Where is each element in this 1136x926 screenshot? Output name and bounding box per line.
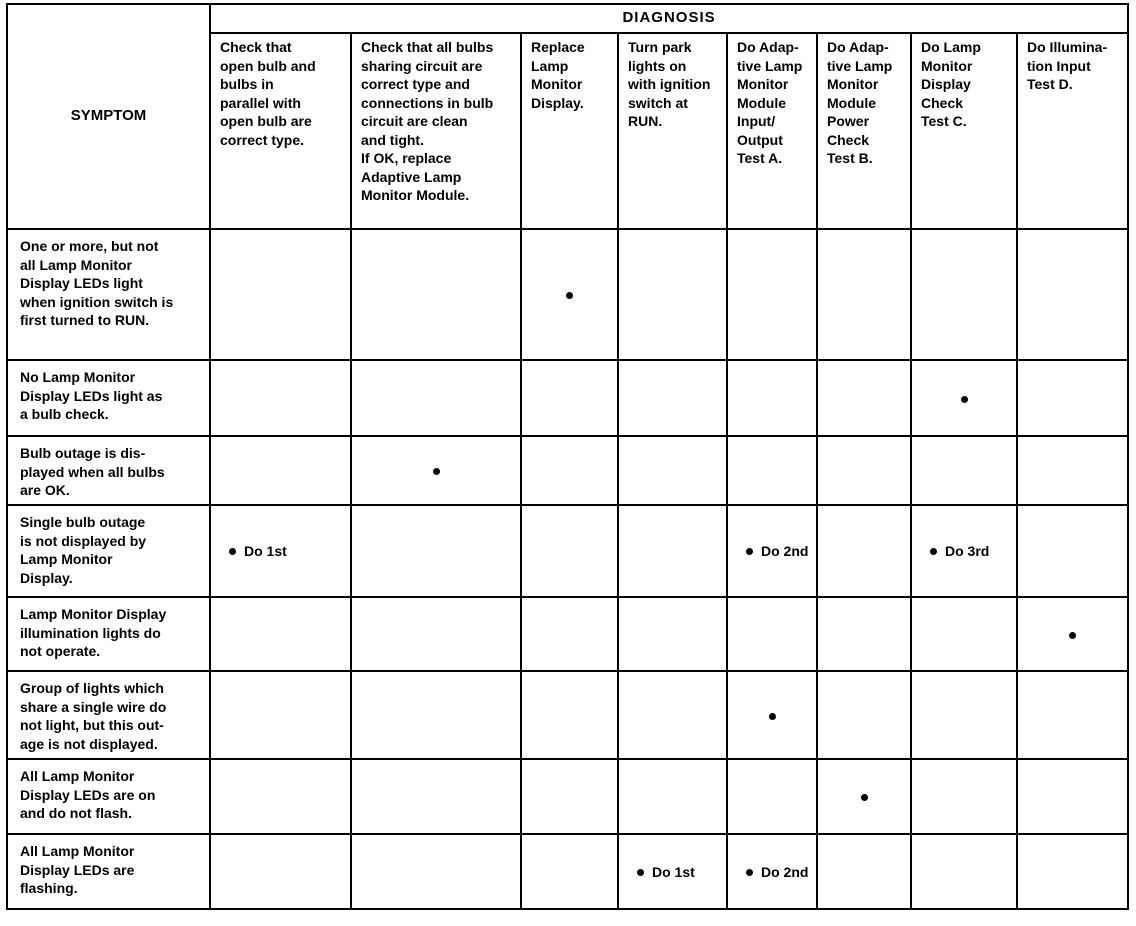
check-dot-icon	[637, 869, 644, 876]
diagnosis-cell	[817, 505, 911, 597]
diagnosis-column-5: Do Adap- tive Lamp Monitor Module Input/ Output Test A.	[727, 33, 817, 229]
diagnosis-header: DIAGNOSIS	[210, 4, 1128, 33]
diagnosis-cell	[521, 759, 618, 834]
diagnosis-cell	[911, 597, 1017, 671]
diagnosis-cell	[521, 834, 618, 909]
check-dot-icon	[746, 548, 753, 555]
symptom-cell: Group of lights which share a single wire do not light, but this out- age is not displayed.	[7, 671, 210, 759]
step-order-label: Do 1st	[652, 863, 695, 880]
symptom-row	[7, 834, 1128, 909]
diagnosis-cell	[210, 229, 351, 360]
diagnosis-cell	[1017, 671, 1128, 759]
diagnosis-cell	[911, 759, 1017, 834]
symptom-row	[7, 671, 1128, 759]
symptom-row	[7, 505, 1128, 597]
diagnosis-cell	[351, 229, 521, 360]
diagnosis-cell	[210, 671, 351, 759]
check-dot-icon	[746, 869, 753, 876]
diagnosis-cell	[618, 436, 727, 505]
diagnosis-cell	[817, 597, 911, 671]
diagnosis-cell	[351, 505, 521, 597]
diagnosis-cell	[727, 505, 817, 597]
diagnosis-column-1: Check that open bulb and bulbs in parallel with open bulb are correct type.	[210, 33, 351, 229]
diagnosis-cell	[210, 360, 351, 436]
diagnosis-cell	[521, 360, 618, 436]
check-dot-icon	[961, 396, 968, 403]
diagnosis-cell	[1017, 597, 1128, 671]
diagnosis-cell	[1017, 759, 1128, 834]
diagnosis-cell	[817, 229, 911, 360]
diagnosis-cell	[351, 597, 521, 671]
diagnosis-cell	[727, 759, 817, 834]
diagnosis-cell	[1017, 834, 1128, 909]
check-dot-icon	[769, 713, 776, 720]
diagnosis-cell	[521, 671, 618, 759]
diagnosis-cell	[727, 597, 817, 671]
check-dot-icon	[930, 548, 937, 555]
check-dot-icon	[861, 794, 868, 801]
diagnosis-cell	[911, 834, 1017, 909]
symptom-cell: One or more, but not all Lamp Monitor Display LEDs light when ignition switch is first turned to RUN.	[7, 229, 210, 360]
diagnosis-cell	[351, 759, 521, 834]
diagnosis-cell	[618, 834, 727, 909]
step-order-label: Do 2nd	[761, 863, 809, 880]
symptom-row	[7, 597, 1128, 671]
diagnosis-table	[6, 3, 1129, 910]
diagnosis-cell	[727, 436, 817, 505]
diagnosis-cell	[521, 229, 618, 360]
diagnosis-cell	[210, 597, 351, 671]
diagnosis-cell	[817, 671, 911, 759]
diagnosis-cell	[727, 229, 817, 360]
diagnosis-cell	[618, 360, 727, 436]
check-dot-icon	[566, 292, 573, 299]
diagnosis-cell	[1017, 360, 1128, 436]
check-dot-icon	[1069, 632, 1076, 639]
diagnosis-cell	[521, 597, 618, 671]
diagnosis-cell	[911, 360, 1017, 436]
diagnosis-cell	[618, 229, 727, 360]
symptom-row	[7, 436, 1128, 505]
diagnosis-cell	[817, 436, 911, 505]
symptom-cell: Single bulb outage is not displayed by Lamp Monitor Display.	[7, 505, 210, 597]
symptom-header: SYMPTOM	[7, 4, 210, 229]
diagnosis-cell	[727, 834, 817, 909]
diagnosis-cell	[618, 505, 727, 597]
diagnosis-cell	[210, 834, 351, 909]
step-order-label: Do 2nd	[761, 543, 809, 560]
diagnosis-cell	[911, 671, 1017, 759]
check-dot-icon	[229, 548, 236, 555]
symptom-cell: Bulb outage is dis- played when all bulbs are OK.	[7, 436, 210, 505]
diagnosis-cell	[210, 505, 351, 597]
diagnosis-cell	[351, 671, 521, 759]
diagnosis-cell	[817, 834, 911, 909]
diagnosis-cell	[210, 436, 351, 505]
step-order-label: Do 1st	[244, 543, 287, 560]
diagnosis-cell	[351, 436, 521, 505]
symptom-row	[7, 759, 1128, 834]
symptom-row	[7, 229, 1128, 360]
diagnosis-cell	[727, 360, 817, 436]
diagnosis-cell	[618, 597, 727, 671]
symptom-cell: All Lamp Monitor Display LEDs are on and do not flash.	[7, 759, 210, 834]
diagnosis-cell	[911, 229, 1017, 360]
diagnosis-column-7: Do Lamp Monitor Display Check Test C.	[911, 33, 1017, 229]
diagnosis-column-4: Turn park lights on with ignition switch at RUN.	[618, 33, 727, 229]
diagnosis-cell	[1017, 505, 1128, 597]
diagnosis-cell	[618, 759, 727, 834]
step-order-label: Do 3rd	[945, 543, 990, 560]
diagnosis-cell	[521, 436, 618, 505]
diagnosis-cell	[911, 436, 1017, 505]
diagnosis-cell	[817, 759, 911, 834]
diagnosis-cell	[210, 759, 351, 834]
diagnosis-cell	[1017, 229, 1128, 360]
symptom-row	[7, 360, 1128, 436]
diagnosis-cell	[1017, 436, 1128, 505]
symptom-cell: Lamp Monitor Display illumination lights do not operate.	[7, 597, 210, 671]
diagnosis-cell	[727, 671, 817, 759]
diagnosis-cell	[521, 505, 618, 597]
diagnosis-cell	[911, 505, 1017, 597]
diagnosis-cell	[618, 671, 727, 759]
symptom-cell: No Lamp Monitor Display LEDs light as a bulb check.	[7, 360, 210, 436]
diagnosis-column-8: Do Illumina- tion Input Test D.	[1017, 33, 1128, 229]
diagnosis-cell	[351, 834, 521, 909]
symptom-cell: All Lamp Monitor Display LEDs are flashing.	[7, 834, 210, 909]
check-dot-icon	[433, 468, 440, 475]
diagnosis-column-3: Replace Lamp Monitor Display.	[521, 33, 618, 229]
diagnosis-cell	[351, 360, 521, 436]
diagnosis-column-2: Check that all bulbs sharing circuit are correct type and connections in bulb circuit are clean and tight. If OK, replace Adaptive Lamp Monitor Module.	[351, 33, 521, 229]
diagnosis-cell	[817, 360, 911, 436]
diagnosis-column-6: Do Adap- tive Lamp Monitor Module Power Check Test B.	[817, 33, 911, 229]
